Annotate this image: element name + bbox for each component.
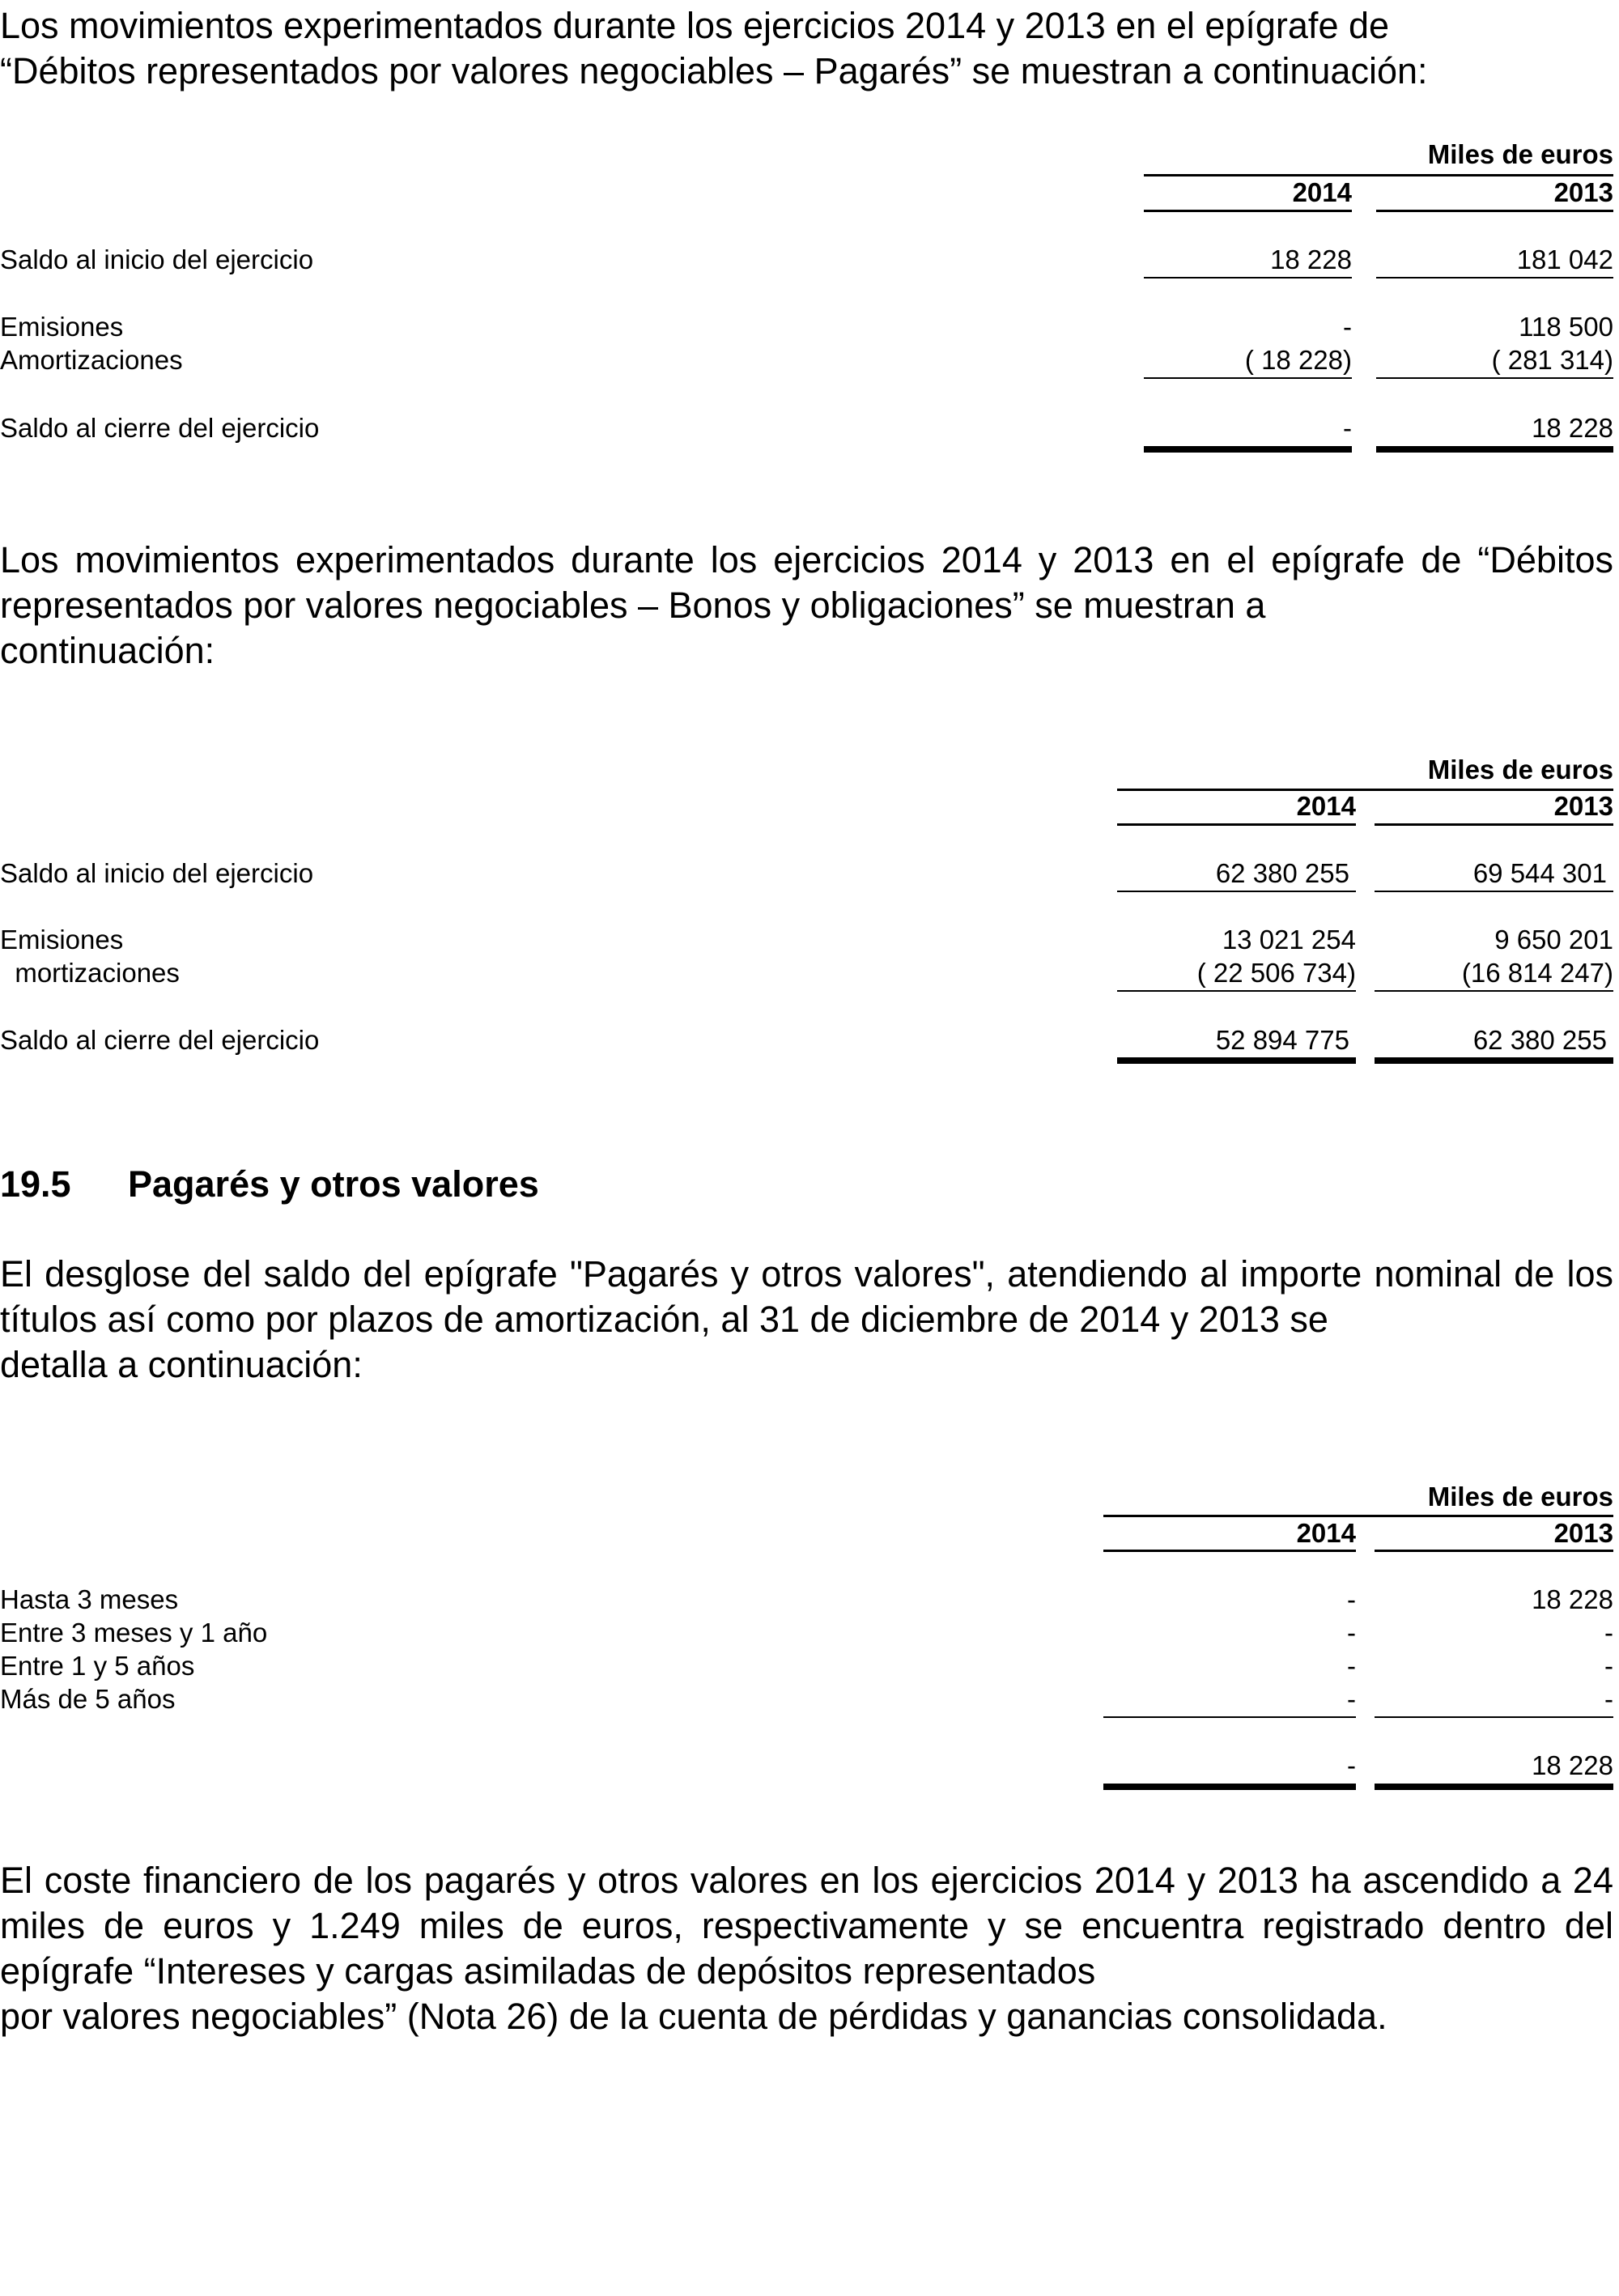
value-2014: ( 22 506 734) (1196, 958, 1356, 988)
table-units-row (0, 138, 1613, 172)
total-double-rule-2013 (1375, 1057, 1613, 1064)
total-double-rule-2014 (1117, 1057, 1356, 1064)
value-2013: 181 042 (1516, 244, 1613, 274)
table-header-row (0, 1516, 1613, 1550)
header-rule-2014 (1103, 1550, 1356, 1552)
units-label: Miles de euros (1427, 1482, 1613, 1512)
row-label: Entre 1 y 5 años (0, 1651, 195, 1681)
total-double-rule-2013 (1376, 446, 1613, 453)
subtotal-rule-2013 (1376, 377, 1613, 379)
value-2013: 18 228 (1532, 1584, 1613, 1614)
value-2013: 62 380 255 (1472, 1025, 1607, 1055)
column-header-2013: 2013 (1553, 177, 1613, 207)
subtotal-rule-2014 (1117, 990, 1356, 992)
column-header-2014: 2014 (1296, 791, 1356, 821)
value-2013: - (1604, 1651, 1613, 1681)
intro-bonos-line: Los movimientos experimentados durante los ejercicios 2014 y 2013 en el epígrafe de (0, 539, 1462, 580)
intro-pagares-line: “Débitos representados por valores negociables – Pagarés” se muestran a continuación: (0, 50, 1428, 91)
total-double-rule-2013 (1375, 1784, 1613, 1790)
desglose-line: detalla a continuación: (0, 1344, 363, 1385)
value-2014: - (1347, 1651, 1356, 1681)
table-row (0, 310, 1613, 344)
row-label: Más de 5 años (0, 1684, 176, 1714)
table-units-row (0, 753, 1613, 787)
table-row (0, 1583, 1613, 1617)
coste-line: registrado dentro del epígrafe “Intereses y cargas asimiladas de depósitos representados (0, 1905, 1613, 1992)
column-header-2013: 2013 (1553, 791, 1613, 821)
row-label: Saldo al inicio del ejercicio (0, 858, 314, 888)
value-2013: 118 500 (1519, 312, 1613, 342)
value-2014: - (1347, 1584, 1356, 1614)
subtotal-rule-2013 (1375, 891, 1613, 892)
value-2013: ( 281 314) (1491, 345, 1613, 375)
intro-bonos-paragraph (0, 538, 1613, 674)
value-2014: 13 021 254 (1222, 925, 1356, 955)
intro-bonos-line: “Débitos representados por valores negociables – Bonos y obligaciones” se muestran a (0, 539, 1613, 626)
subtotal-rule-2014 (1117, 891, 1356, 892)
section-heading (0, 1162, 539, 1207)
value-2013: 18 228 (1532, 413, 1613, 443)
table-row (0, 1649, 1613, 1683)
column-header-2014: 2014 (1292, 177, 1352, 207)
header-rule-2014 (1117, 823, 1356, 826)
row-label: Saldo al inicio del ejercicio (0, 244, 314, 274)
header-rule-2013 (1375, 823, 1613, 826)
table-row (0, 923, 1613, 957)
value-2014: - (1343, 312, 1352, 342)
column-header-2013: 2013 (1553, 1518, 1613, 1548)
table-header-row (0, 789, 1613, 823)
units-label: Miles de euros (1427, 755, 1613, 784)
header-rule-2014 (1144, 210, 1352, 212)
table-header-row (0, 176, 1613, 210)
intro-bonos-line: continuación: (0, 630, 215, 671)
row-label: Entre 3 meses y 1 año (0, 1618, 268, 1648)
coste-line: ascendido a 24 miles de euros y 1.249 miles de euros, respectivamente y se encuentra (0, 1860, 1613, 1946)
row-label: Hasta 3 meses (0, 1584, 179, 1614)
row-label: Emisiones (0, 925, 124, 955)
subtotal-rule-2013 (1375, 990, 1613, 992)
header-rule-2013 (1376, 210, 1613, 212)
table-row (0, 1682, 1613, 1716)
table-units-row (0, 1480, 1613, 1514)
section-number: 19.5 (0, 1163, 71, 1205)
value-2013: 9 650 201 (1494, 925, 1613, 955)
coste-line: El coste financiero de los pagarés y otros valores en los ejercicios 2014 y 2013 ha (0, 1860, 1351, 1901)
value-2014: - (1347, 1618, 1356, 1648)
total-2013: 18 228 (1532, 1750, 1613, 1780)
value-2014: 52 894 775 (1215, 1025, 1349, 1055)
desglose-paragraph (0, 1252, 1613, 1388)
row-label: Saldo al cierre del ejercicio (0, 1025, 320, 1055)
subtotal-rule-2013 (1376, 277, 1613, 278)
total-double-rule-2014 (1144, 446, 1352, 453)
value-2014: 62 380 255 (1215, 858, 1349, 888)
section-title: Pagarés y otros valores (128, 1163, 539, 1205)
value-2013: - (1604, 1618, 1613, 1648)
desglose-line: de los títulos así como por plazos de amortización, al 31 de diciembre de 2014 y 2013 se (0, 1253, 1613, 1340)
value-2014: - (1343, 413, 1352, 443)
table-row (0, 243, 1613, 277)
value-2013: 69 544 301 (1472, 858, 1607, 888)
coste-line: por valores negociables” (Nota 26) de la cuenta de pérdidas y ganancias consolidada. (0, 1996, 1387, 2037)
total-double-rule-2014 (1103, 1784, 1356, 1790)
table-row (0, 343, 1613, 377)
desglose-line: El desglose del saldo del epígrafe "Pagarés y otros valores", atendiendo al importe nominal (0, 1253, 1502, 1295)
row-label: Saldo al cierre del ejercicio (0, 413, 320, 443)
value-2013: - (1604, 1684, 1613, 1714)
subtotal-rule-2014 (1144, 277, 1352, 278)
intro-pagares-line: Los movimientos experimentados durante los ejercicios 2014 y 2013 en el epígrafe de (0, 5, 1390, 46)
row-label: mortizaciones (0, 958, 180, 988)
coste-paragraph (0, 1858, 1613, 2039)
subtotal-rule-2013 (1375, 1716, 1613, 1718)
table-row (0, 1616, 1613, 1650)
subtotal-rule-2014 (1144, 377, 1352, 379)
value-2013: (16 814 247) (1461, 958, 1613, 988)
table-row (0, 411, 1613, 445)
row-label: Emisiones (0, 312, 124, 342)
table-total-row (0, 1749, 1613, 1783)
table-row (0, 1023, 1613, 1057)
header-rule-2013 (1375, 1550, 1613, 1552)
column-header-2014: 2014 (1296, 1518, 1356, 1548)
value-2014: - (1347, 1684, 1356, 1714)
value-2014: 18 228 (1270, 244, 1352, 274)
subtotal-rule-2014 (1103, 1716, 1356, 1718)
total-2014: - (1347, 1750, 1356, 1780)
table-row (0, 857, 1613, 891)
row-label: Amortizaciones (0, 345, 183, 375)
units-label: Miles de euros (1427, 139, 1613, 169)
table-row (0, 956, 1613, 990)
intro-pagares-paragraph (0, 3, 1613, 94)
value-2014: ( 18 228) (1244, 345, 1352, 375)
